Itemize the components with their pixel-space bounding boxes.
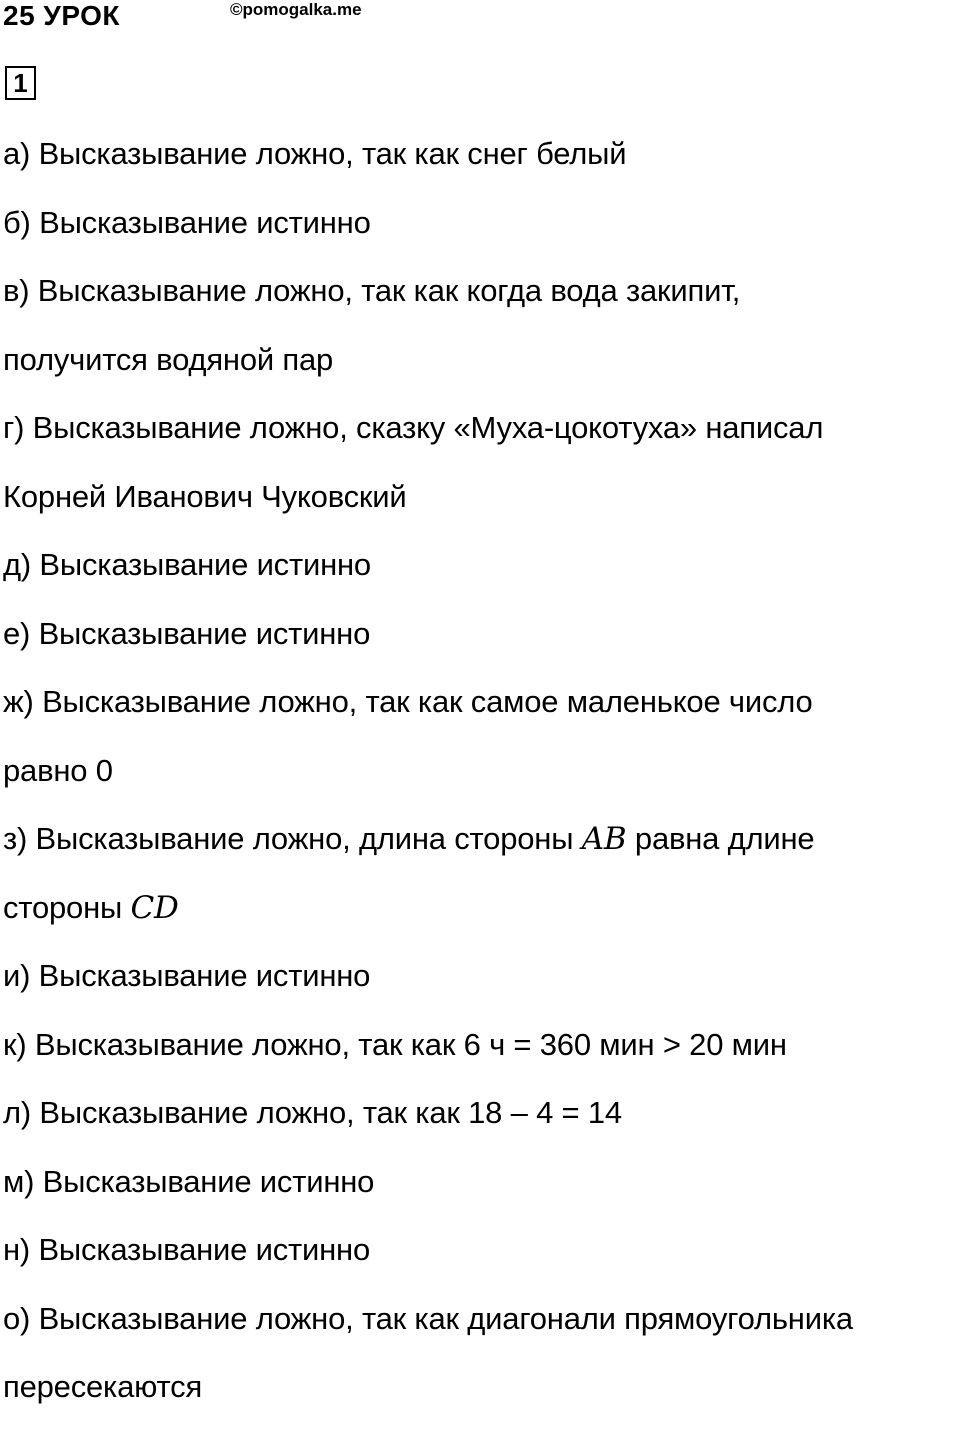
math-segment-ab: AB bbox=[581, 821, 627, 857]
answer-line: д) Высказывание истинно bbox=[3, 547, 371, 582]
lesson-title: 25 УРОК bbox=[3, 0, 121, 31]
answer-line-continuation: Корней Иванович Чуковский bbox=[3, 478, 407, 514]
answer-line: н) Высказывание истинно bbox=[3, 1232, 371, 1267]
answer-line-continuation: пересекаются bbox=[3, 1369, 203, 1404]
answer-line: в) Высказывание ложно, так как когда вода закипит, bbox=[3, 273, 741, 308]
answer-line-continuation bbox=[3, 886, 960, 955]
math-segment-cd: CD bbox=[130, 889, 179, 926]
task-number-box: 1 bbox=[5, 66, 36, 100]
answer-line bbox=[3, 817, 960, 886]
answer-line: к) Высказывание ложно, так как 6 ч = 360 мин > 20 мин bbox=[3, 1026, 787, 1062]
answer-line: б) Высказывание истинно bbox=[3, 204, 371, 240]
answer-line: е) Высказывание истинно bbox=[3, 615, 371, 651]
answer-line: м) Высказывание истинно bbox=[3, 1163, 375, 1199]
answer-text: з) Высказывание ложно, длина стороны bbox=[3, 821, 582, 856]
answer-line: л) Высказывание ложно, так как 18 – 4 = 14 bbox=[3, 1095, 622, 1130]
answer-line-continuation: получится водяной пар bbox=[3, 341, 334, 377]
page-header bbox=[0, 0, 960, 40]
answer-line-continuation: равно 0 bbox=[3, 752, 113, 788]
answer-line: о) Высказывание ложно, так как диагонали прямоугольника bbox=[3, 1300, 853, 1336]
answer-line: а) Высказывание ложно, так как снег белый bbox=[3, 136, 627, 171]
watermark: ©pomogalka.me bbox=[230, 0, 362, 19]
answer-list bbox=[3, 132, 960, 1434]
answer-line: и) Высказывание истинно bbox=[3, 958, 371, 993]
answer-text: равна длине bbox=[626, 821, 815, 856]
answer-line: ж) Высказывание ложно, так как самое маленькое число bbox=[3, 684, 813, 719]
answer-line: г) Высказывание ложно, сказку «Муха-цокотуха» написал bbox=[3, 410, 824, 445]
answer-text: стороны bbox=[3, 889, 131, 925]
